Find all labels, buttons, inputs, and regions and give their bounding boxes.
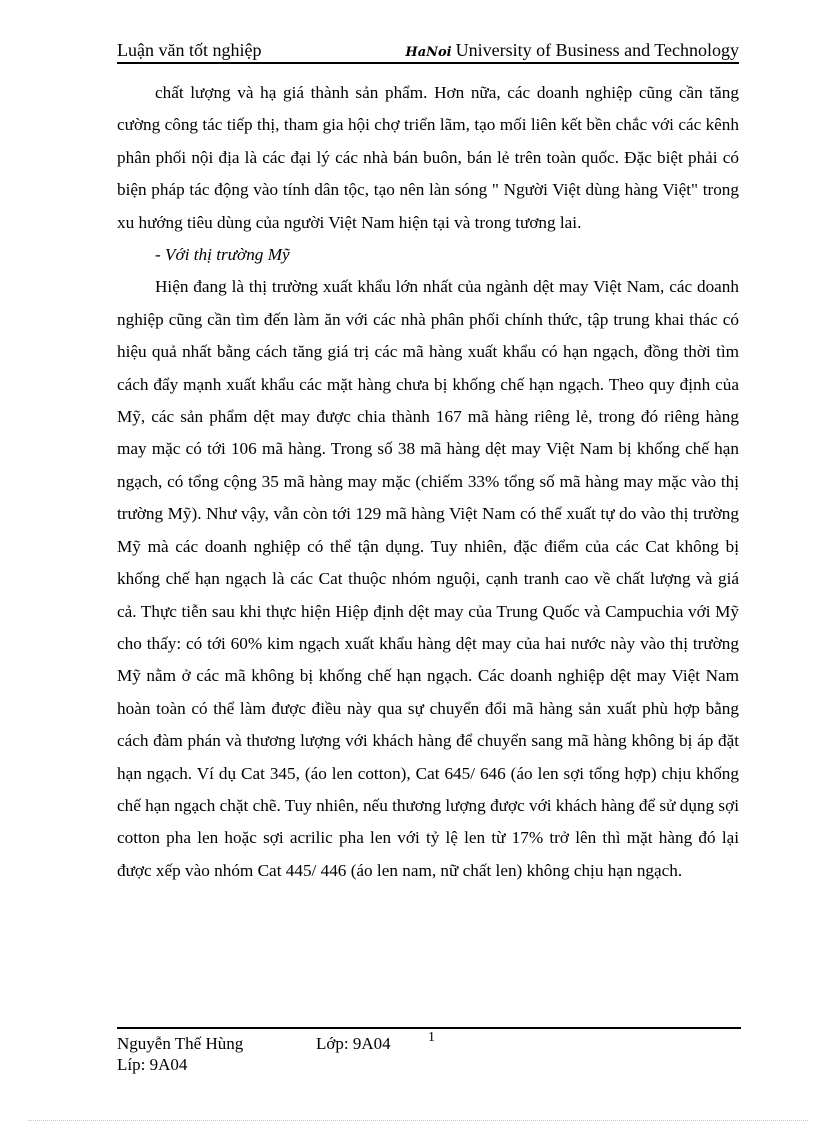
footer-divider bbox=[117, 1027, 741, 1029]
section-subheading: - Với thị trường Mỹ bbox=[155, 245, 290, 265]
page-bottom-border bbox=[28, 1120, 808, 1121]
class-label: Lớp: 9A04 bbox=[316, 1034, 391, 1053]
author-name: Nguyễn Thế Hùng bbox=[117, 1034, 244, 1053]
page-number: 1 bbox=[428, 1030, 435, 1045]
paragraph-1: chất lượng và hạ giá thành sản phẩm. Hơn nữa, các doanh nghiệp cũng cần tăng cường công tác tiếp thị, tham gia hội chợ triển lãm, tạo mối liên kết bền chắc với các kênh phân phối nội địa là các đại lý các nhà bán buôn, bán lẻ trên toàn quốc. Đặc biệt phải có biện pháp tác động vào tính dân tộc, tạo nên làn sóng " Người Việt dùng hàng Việt" trong xu hướng tiêu dùng của người Việt Nam hiện tại và trong tương lai. bbox=[117, 83, 739, 232]
university-name bbox=[405, 40, 739, 61]
document-body bbox=[117, 77, 739, 887]
paragraph-2: Hiện đang là thị trường xuất khẩu lớn nhất của ngành dệt may Việt Nam, các doanh nghiệp cũng cần tìm đến làm ăn với các nhà phân phối chính thức, tập trung khai thác có hiệu quả nhất bằng cách tăng giá trị các mã hàng xuất khẩu có hạn ngạch, đồng thời tìm cách đẩy mạnh xuất khẩu các mặt hàng chưa bị khống chế hạn ngạch. Theo quy định của Mỹ, các sản phẩm dệt may được chia thành 167 mã hàng riêng lẻ, trong đó riêng hàng may mặc có tới 106 mã hàng. Trong số 38 mã hàng dệt may Việt Nam bị khống chế hạn ngạch, có tổng cộng 35 mã hàng may mặc (chiếm 33% tổng số mã hàng may mặc vào thị trường Mỹ). Như vậy, vẫn còn tới 129 mã hàng Việt Nam có thể xuất tự do vào thị trường Mỹ mà các doanh nghiệp có thể tận dụng. Tuy nhiên, đặc điểm của các Cat không bị khống chế hạn ngạch là các Cat thuộc nhóm nguội, cạnh tranh cao về chất lượng và giá cả. Thực tiễn sau khi thực hiện Hiệp định dệt may của Trung Quốc và Campuchia với Mỹ cho thấy: có tới 60% kim ngạch xuất khẩu hàng dệt may của hai nước này vào thị trường Mỹ nằm ở các mã không bị khống chế hạn ngạch. Các doanh nghiệp dệt may Việt Nam hoàn toàn có thể làm được điều này qua sự chuyển đổi mã hàng sản xuất phù hợp bằng cách đàm phán và thương lượng với khách hàng để chuyển sang mã hàng không bị áp đặt hạn ngạch. Ví dụ Cat 345, (áo len cotton), Cat 645/ 646 (áo len sợi tổng hợp) chịu khống chế hạn ngạch chặt chẽ. Tuy nhiên, nếu thương lượng được với khách hàng để sử dụng sợi cotton pha len hoặc sợi acrilic pha len với tỷ lệ len từ 17% trở lên thì mặt hàng đó lại được xếp vào nhóm Cat 445/ 446 (áo len nam, nữ chất len) không chịu hạn ngạch. bbox=[117, 277, 739, 880]
class-label-alt: Líp: 9A04 bbox=[117, 1055, 188, 1074]
thesis-label: Luận văn tốt nghiệp bbox=[117, 40, 262, 60]
university-label: University of Business and Technology bbox=[455, 40, 739, 60]
page-header bbox=[117, 38, 739, 64]
brand-logo: HaNoi bbox=[405, 45, 452, 60]
